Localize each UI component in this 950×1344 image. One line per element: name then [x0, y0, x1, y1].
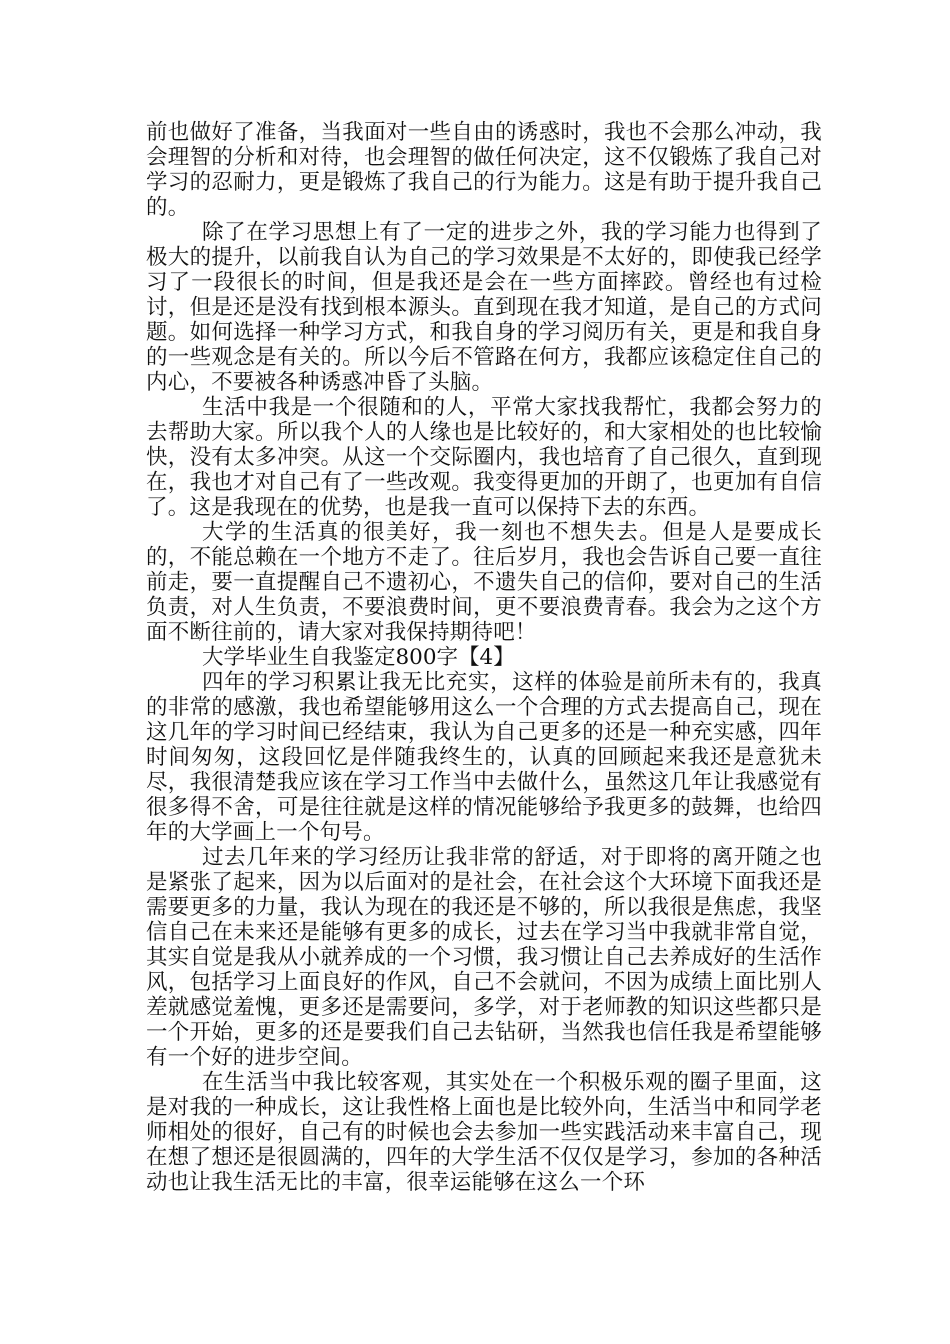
- section-heading: 大学毕业生自我鉴定800字【4】: [202, 645, 515, 670]
- paragraph-learning-ability: 除了在学习思想上有了一定的进步之外，我的学习能力也得到了极大的提升，以前我自认为自己的学习效果是不太好的，即使我已经学习了一段很长的时间，但是我还是会在一些方面摔跤。曾经也有过检讨，但是还是没有找到根本源头。直到现在我才知道，是自己的方式问题。如何选择一种学习方式，和我自身的学习阅历有关，更是和我自身的一些观念是有关的。所以今后不管路在何方，我都应该稳定住自己的内心，不要被各种诱惑冲昏了头脑。: [146, 220, 822, 395]
- paragraph-past-experience: 过去几年来的学习经历让我非常的舒适，对于即将的离开随之也是紧张了起来，因为以后面对的是社会，在社会这个大环境下面我还是需要更多的力量，我认为现在的我还是不够的，所以我很是焦虑，我坚信自己在未来还是能够有更多的成长，过去在学习当中我就非常自觉，其实自觉是我从小就养成的一个习惯，我习惯让自己去养成好的生活作风，包括学习上面良好的作风，自己不会就问，不因为成绩上面比别人差就感觉羞愧，更多还是需要问，多学，对于老师教的知识这些都只是一个开始，更多的还是要我们自己去钻研，当然我也信任我是希望能够有一个好的进步空间。: [146, 845, 822, 1070]
- document-page: [146, 120, 822, 1195]
- paragraph-four-years: 四年的学习积累让我无比充实，这样的体验是前所未有的，我真的非常的感激，我也希望能够用这么一个合理的方式去提高自己，现在这几年的学习时间已经结束，我认为自己更多的还是一种充实感，四年时间匆匆，这段回忆是伴随我终生的，认真的回顾起来我还是意犹未尽，我很清楚我应该在学习工作当中去做什么，虽然这几年让我感觉有很多得不舍，可是往往就是这样的情况能够给予我更多的鼓舞，也给四年的大学画上一个句号。: [146, 670, 822, 845]
- paragraph-continuation: 前也做好了准备，当我面对一些自由的诱惑时，我也不会那么冲动，我会理智的分析和对待，也会理智的做任何决定，这不仅锻炼了我自己对学习的忍耐力，更是锻炼了我自己的行为能力。这是有助于提升我自己的。: [146, 120, 822, 220]
- paragraph-university-life: 大学的生活真的很美好，我一刻也不想失去。但是人是要成长的，不能总赖在一个地方不走了。往后岁月，我也会告诉自己要一直往前走，要一直提醒自己不遗初心，不遗失自己的信仰，要对自己的生活负责，对人生负责，不要浪费时间，更不要浪费青春。我会为之这个方面不断往前的，请大家对我保持期待吧！: [146, 520, 822, 645]
- paragraph-life-attitude: 在生活当中我比较客观，其实处在一个积极乐观的圈子里面，这是对我的一种成长，这让我性格上面也是比较外向，生活当中和同学老师相处的很好，自己有的时候也会去参加一些实践活动来丰富自己，现在想了想还是很圆满的，四年的大学生活不仅仅是学习，参加的各种活动也让我生活无比的丰富，很幸运能够在这么一个环: [146, 1070, 822, 1195]
- paragraph-daily-life: 生活中我是一个很随和的人，平常大家找我帮忙，我都会努力的去帮助大家。所以我个人的人缘也是比较好的，和大家相处的也比较愉快，没有太多冲突。从这一个交际圈内，我也培育了自己很久，直到现在，我也才对自己有了一些改观。我变得更加的开朗了，也更加有自信了。这是我现在的优势，也是我一直可以保持下去的东西。: [146, 395, 822, 520]
